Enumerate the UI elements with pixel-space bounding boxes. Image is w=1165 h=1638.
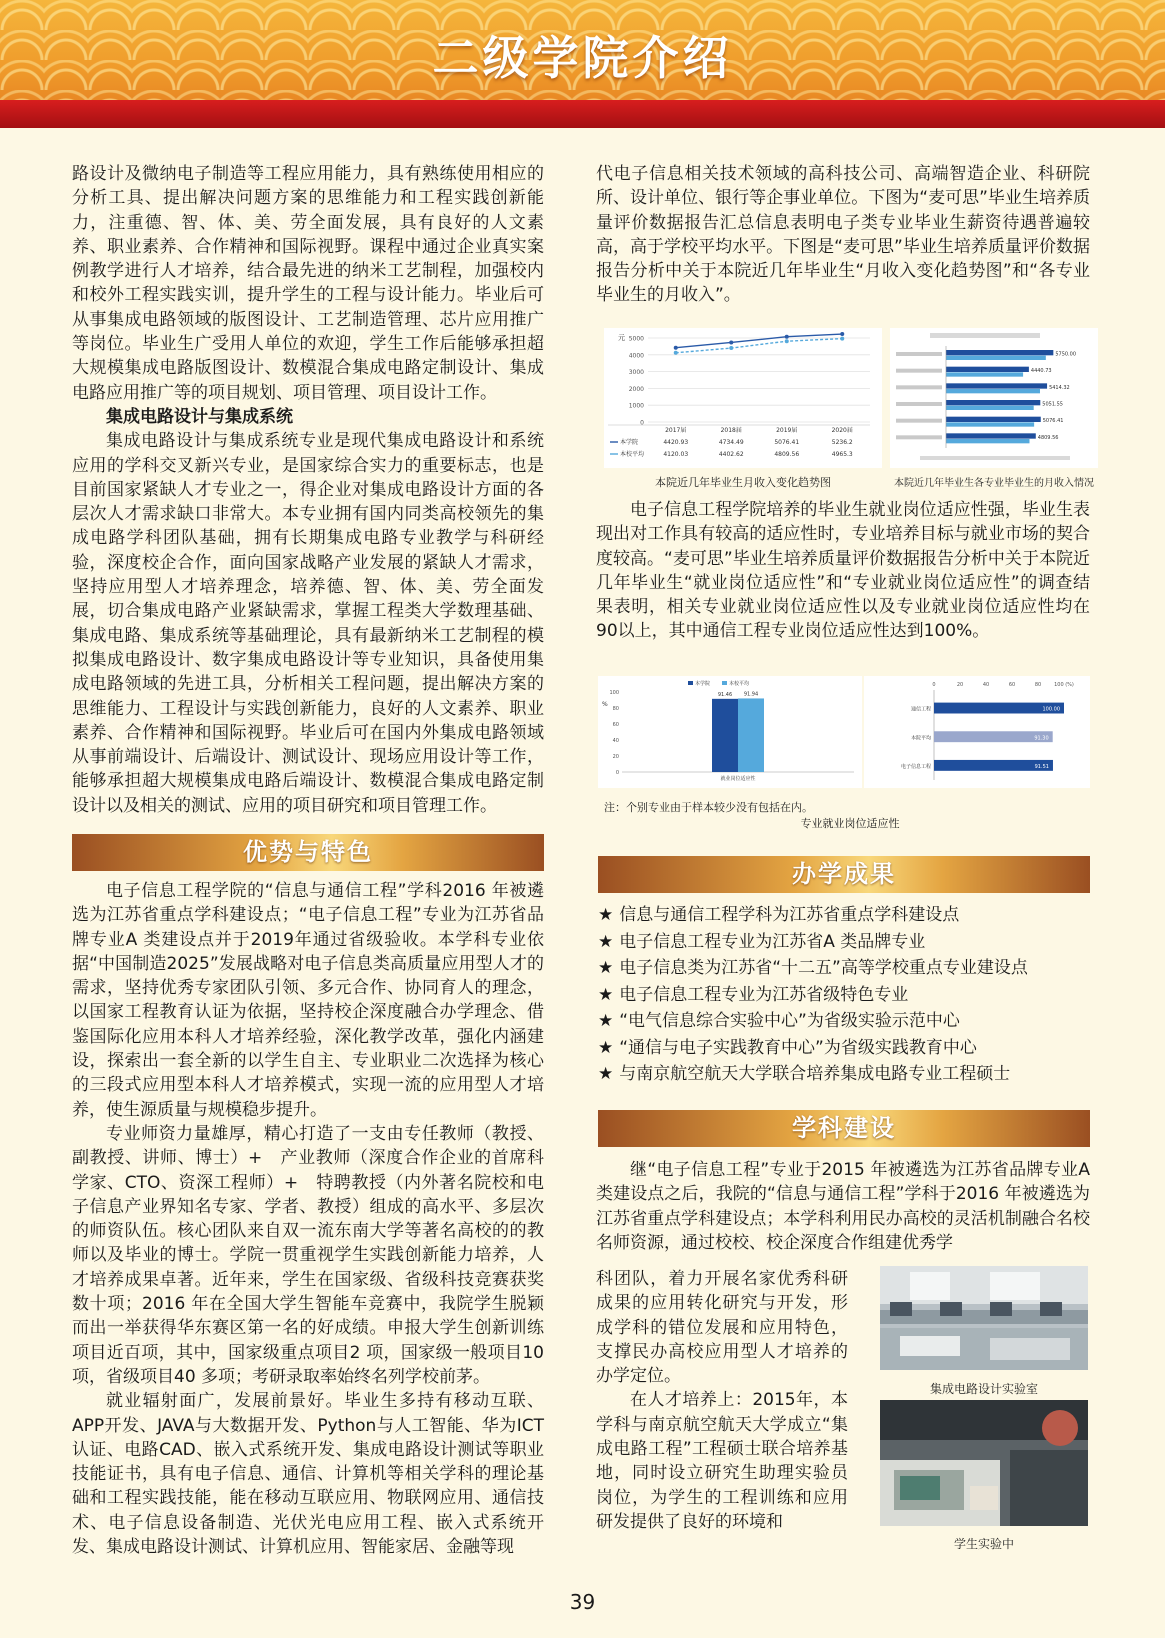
caption-income-trend: 本院近几年毕业生月收入变化趋势图: [655, 476, 831, 489]
x-category-label: 2017届: [665, 427, 687, 434]
bar: [946, 433, 1036, 438]
data-label: 4440.73: [1030, 368, 1052, 375]
income-major-chart: [890, 328, 1098, 468]
result-item: [598, 902, 1090, 929]
banner-results: 办学成果: [598, 856, 1090, 893]
bar: [946, 406, 1034, 410]
right-column: [596, 162, 1090, 308]
header-red-band: [0, 100, 1165, 128]
advantage-paragraph-2: 专业师资力量雄厚，精心打造了一支由专任教师（教授、副教授、讲师、博士）+ 产业教师（深度合作企业的首席科学家、CTO、资深工程师）+ 特聘教授（内外著名院校和电子信息产业界知名专家、学者、教授）组成的高水平、多层次的师资队伍。核心团队来自双一流东南大学等著名高校的的教师以及毕业的博士。学院一贯重视学生实践创新能力培养，人才培养成果卓著。近年来，学生在国家级、省级科技竞赛获奖数十项；2016 年在全国大学生智能车竞赛中，我院学生脱颖而出一举获得华东赛区第一名的好成绩。申报大学生创新训练项目近百项，其中，国家级重点项目2 项，国家级一般项目10 项，省级项目40 多项；考研录取率始终名列学校前茅。: [72, 1123, 544, 1387]
income-trend-chart: [604, 328, 882, 468]
data-point: [729, 346, 733, 350]
x-tick-label: 60: [1008, 682, 1016, 688]
x-tick-label: 40: [982, 682, 990, 688]
star-icon: ★: [598, 958, 614, 978]
category-label-placeholder: [896, 385, 942, 389]
left-column: [72, 162, 544, 818]
lab-photo-caption: 集成电路设计实验室: [929, 1382, 1038, 1396]
results-list: [598, 902, 1090, 1088]
major-fit-chart: [864, 676, 1090, 788]
student-photo: [880, 1400, 1088, 1526]
x-category-label: 就业岗位适应性: [720, 776, 756, 782]
caption-fit: 专业就业岗位适应性: [800, 817, 900, 830]
star-icon: ★: [598, 931, 614, 952]
y-tick-label: 80: [612, 706, 619, 712]
result-text: “电气信息综合实验中心”为省级实验示范中心: [619, 1011, 960, 1031]
data-point: [785, 339, 789, 343]
result-text: 电子信息工程专业为江苏省级特色专业: [619, 984, 909, 1005]
data-label: 91.30: [1034, 735, 1049, 742]
star-icon: ★: [598, 1064, 614, 1084]
data-point: [785, 335, 789, 339]
category-label-placeholder: [896, 369, 942, 373]
caption-income-major: 本院近几年毕业生各专业毕业生的月收入情况: [894, 478, 1094, 489]
star-icon: ★: [598, 1011, 614, 1031]
y-tick-label: 4000: [628, 352, 644, 360]
bar: [946, 439, 1029, 443]
data-label: 91.94: [743, 691, 759, 698]
discipline-paragraph-1: 继“电子信息工程”专业于2015 年被遴选为江苏省品牌专业A 类建设点之后，我院的“信息与通信工程”学科于2016 年被遴选为江苏省重点学科建设点；本学科利用民办高校的灵活机制融合名校名师资源，通过校校、校企深度合作组建优秀学: [596, 1160, 1090, 1253]
table-value: 4120.03: [663, 451, 689, 458]
legend-entry: 本校平均: [620, 451, 645, 458]
major-subheading: 集成电路设计与集成系统: [106, 406, 293, 427]
y-tick-label: 100: [609, 690, 619, 696]
discipline-paragraph-2: 在人才培养上：2015年，本学科与南京航空航天大学成立“集成电路工程”工程硕士联合培养基地，同时设立研究生助理实验员岗位，为学生的工程训练和应用研发提供了良好的环境和: [596, 1390, 848, 1532]
table-value: 4809.56: [774, 451, 800, 458]
right-fit-block: [596, 498, 1090, 644]
data-point: [674, 346, 678, 350]
bar: [946, 383, 1047, 388]
x-category-label: 2020届: [831, 427, 853, 434]
table-value: 5236.2: [831, 439, 853, 446]
data-label: 5414.32: [1049, 384, 1070, 391]
table-value: 4420.93: [663, 439, 689, 446]
bar: [946, 350, 1053, 355]
table-value: 4402.62: [718, 451, 744, 458]
student-photo-illustration: [880, 1400, 1088, 1526]
result-text: “通信与电子实践教育中心”为省级实践教育中心: [619, 1037, 977, 1058]
discipline-wrap-block: [596, 1267, 848, 1534]
y-axis-label: 元: [618, 334, 625, 342]
star-icon: ★: [598, 984, 614, 1005]
discipline-block: [596, 1158, 1090, 1255]
discipline-paragraph-1-cont: 科团队，着力开展名家优秀科研成果的应用转化研究与开发，形成学科的错位发展和应用特色，支撑民办高校应用型人才培养的办学定位。: [596, 1269, 848, 1387]
star-icon: ★: [598, 905, 614, 925]
page-number: 39: [569, 1590, 596, 1614]
bar: [946, 417, 1041, 422]
y-category-label: 电子信息工程: [900, 763, 931, 770]
table-value: 4734.49: [718, 439, 744, 446]
table-value: 5076.41: [774, 439, 800, 446]
data-label: 4809.56: [1037, 434, 1059, 441]
bar: [946, 367, 1029, 372]
bar: [946, 372, 1023, 376]
data-label: 5750.00: [1055, 351, 1077, 358]
data-label: 5051.55: [1042, 401, 1063, 408]
data-label: 91.51: [1034, 763, 1049, 770]
intro-paragraph: 路设计及微纳电子制造等工程应用能力，具有熟练使用相应的分析工具、提出解决问题方案的思维能力和工程实践创新能力，注重德、智、体、美、劳全面发展，具有良好的人文素养、职业素养、合作精神和国际视野。课程中通过企业真实案例教学进行人才培养，结合最先进的纳米工艺制程，加强校内和校外工程实践实训，提升学生的工程与设计能力。毕业后可从事集成电路领域的版图设计、工艺制造管理、芯片应用推广等岗位。毕业生广受用人单位的欢迎，学生工作后能够承担超大规模集成电路版图设计、数模混合集成电路定制设计、集成电路应用推广等的项目规划、项目管理、项目设计工作。: [72, 164, 544, 403]
job-fit-svg: [598, 676, 862, 788]
legend-entry: 本学院: [695, 681, 711, 687]
category-label-placeholder: [896, 435, 942, 439]
left-column-lower: [72, 879, 544, 1559]
page-header: [0, 0, 1165, 128]
result-item: [598, 982, 1090, 1009]
job-fit-chart: [598, 676, 862, 788]
result-item: [598, 1061, 1090, 1088]
data-point: [840, 337, 844, 341]
legend-entry: 本学院: [620, 439, 639, 446]
banner-advantage: 优势与特色: [72, 834, 544, 871]
y-tick-label: 5000: [628, 335, 644, 343]
result-item: [598, 1035, 1090, 1062]
result-text: 信息与通信工程学科为江苏省重点学科建设点: [619, 905, 960, 925]
x-tick-label: 100 (%): [1054, 682, 1074, 688]
advantage-paragraph-1: 电子信息工程学院的“信息与通信工程”学科2016 年被遴选为江苏省重点学科建设点；“电子信息工程”专业为江苏省品牌专业A 类建设点并于2019年通过省级验收。本学科专业依据“中国制造2025”发展战略对电子信息类高质量应用型人才的需求，坚持优秀专家团队引领、多元合作、协同育人的理念，以国家工程教育认证为依据，坚持校企深度融合办学理念、借鉴国际化应用本科人才培养经验，深化教学改革，强化内涵建设，探索出一套全新的以学生自主、专业职业二次选择为核心的三段式应用型本科人才培养模式，实现一流的应用型人才培养，使生源质量与规模稳步提升。: [72, 881, 544, 1120]
income-major-svg: [890, 328, 1098, 468]
bar: [712, 699, 738, 772]
data-point: [840, 332, 844, 336]
banner-discipline: 学科建设: [598, 1110, 1090, 1147]
page-title: 二级学院介绍: [432, 31, 733, 85]
legend-swatch: [722, 681, 727, 685]
result-text: 电子信息工程专业为江苏省A 类品牌专业: [619, 931, 926, 952]
income-trend-svg: [604, 328, 882, 468]
x-category-label: 2018届: [720, 427, 742, 434]
chart-note: 注：个别专业由于样本较少没有包括在内。: [604, 801, 813, 814]
result-item: [598, 1008, 1090, 1035]
result-text: 与南京航空航天大学联合培养集成电路专业工程硕士: [619, 1064, 1011, 1084]
y-category-label: 通信工程: [910, 706, 931, 713]
result-item: [598, 955, 1090, 982]
x-category-label: 2019届: [776, 427, 798, 434]
x-tick-label: 80: [1034, 682, 1042, 688]
y-tick-label: 20: [612, 754, 619, 760]
lab-photo-illustration: [880, 1266, 1088, 1370]
legend-entry: 本校平均: [729, 681, 750, 687]
result-item: [598, 929, 1090, 956]
y-category-label: 本院平均: [910, 735, 931, 742]
category-label-placeholder: [896, 402, 942, 406]
y-tick-label: 0: [615, 770, 619, 776]
major-fit-svg: [864, 676, 1090, 788]
student-photo-caption: 学生实验中: [953, 1537, 1014, 1551]
data-label: 91.46: [717, 691, 733, 698]
data-point: [729, 340, 733, 344]
y-tick-label: 0: [640, 419, 644, 427]
series-line: [676, 334, 843, 348]
advantage-paragraph-3: 就业辐射面广，发展前景好。毕业生多持有移动互联、APP开发、JAVA与大数据开发、Python与人工智能、华为ICT 认证、电路CAD、嵌入式系统开发、集成电路设计测试等职业技能证书，具有电子信息、通信、计算机等相关学科的理论基础和工程实践技能，能在移动互联应用、物联网应用、通信技术、电子信息设备制造、光伏光电应用工程、嵌入式系统开发、集成电路设计测试、计算机应用、智能家居、金融等现: [72, 1391, 544, 1558]
table-value: 4965.3: [831, 451, 853, 458]
y-tick-label: 3000: [628, 369, 644, 377]
major-paragraph: 集成电路设计与集成系统专业是现代集成电路设计和系统应用的学科交叉新兴专业，是国家综合实力的重要标志，也是目前国家紧缺人才专业之一，得企业对集成电路设计方面的各层次人才需求缺口非常大。本专业拥有国内同类高校领先的集成电路学科团队基础，拥有长期集成电路专业教学与科研经验，深度校企合作，面向国家战略产业发展的紧缺人才需求，坚持应用型人才培养理念，培养德、智、体、美、劳全面发展，切合集成电路产业紧缺需求，掌握工程类大学数理基础、集成电路、集成系统等基础理论，具有最新纳米工艺制程的模拟集成电路设计、数字集成电路设计等专业知识，具备使用集成电路领域的先进工具，分析相关工程问题，提出解决方案的思维能力、工程设计与实践创新能力，良好的人文素养、职业素养、合作精神和国际视野。毕业后可在国内外集成电路领域从事前端设计、后端设计、测试设计、现场应用设计等工作，能够承担超大规模集成电路后端设计、数模混合集成电路定制设计以及相关的测试、应用的项目研究和项目管理工作。: [72, 431, 544, 816]
y-axis-label: %: [602, 701, 608, 708]
legend-placeholder: [930, 333, 1040, 338]
bar: [946, 356, 1046, 360]
fit-paragraph: 电子信息工程学院培养的毕业生就业岗位适应性强，毕业生表现出对工作具有较高的适应性时，专业培养目标与就业市场的契合度较高。“麦可思”毕业生培养质量评价数据报告分析中关于本院近几年毕业生“就业岗位适应性”和“专业就业岗位适应性”的调查结果表明，相关专业就业岗位适应性以及专业就业岗位适应性均在90以上，其中通信工程专业岗位适应性达到100%。: [596, 500, 1090, 642]
data-label: 100.00: [1042, 706, 1060, 713]
bar: [946, 400, 1040, 405]
lab-photo: [880, 1266, 1088, 1370]
y-tick-label: 1000: [628, 402, 644, 410]
legend-swatch: [688, 681, 693, 685]
data-label: 5076.41: [1042, 418, 1064, 425]
note-placeholder: [920, 456, 1070, 460]
x-tick-label: 20: [956, 682, 964, 688]
category-label-placeholder: [896, 352, 942, 356]
right-top-paragraph: 代电子信息相关技术领域的高科技公司、高端智造企业、科研院所、设计单位、银行等企事业单位。下图为“麦可思”毕业生培养质量评价数据报告汇总信息表明电子类专业毕业生薪资待遇普遍较高，高于学校平均水平。下图是“麦可思”毕业生培养质量评价数据报告分析中关于本院近几年毕业生“月收入变化趋势图”和“各专业毕业生的月收入”。: [596, 164, 1090, 306]
y-tick-label: 40: [612, 738, 619, 744]
result-text: 电子信息类为江苏省“十二五”高等学校重点专业建设点: [619, 958, 1028, 978]
data-point: [674, 351, 678, 355]
star-icon: ★: [598, 1037, 614, 1058]
bar: [946, 422, 1034, 426]
y-tick-label: 2000: [628, 385, 644, 393]
bar: [946, 389, 1040, 393]
bar: [738, 698, 764, 772]
y-tick-label: 60: [612, 722, 619, 728]
x-tick-label: 0: [932, 682, 936, 688]
category-label-placeholder: [896, 419, 942, 423]
